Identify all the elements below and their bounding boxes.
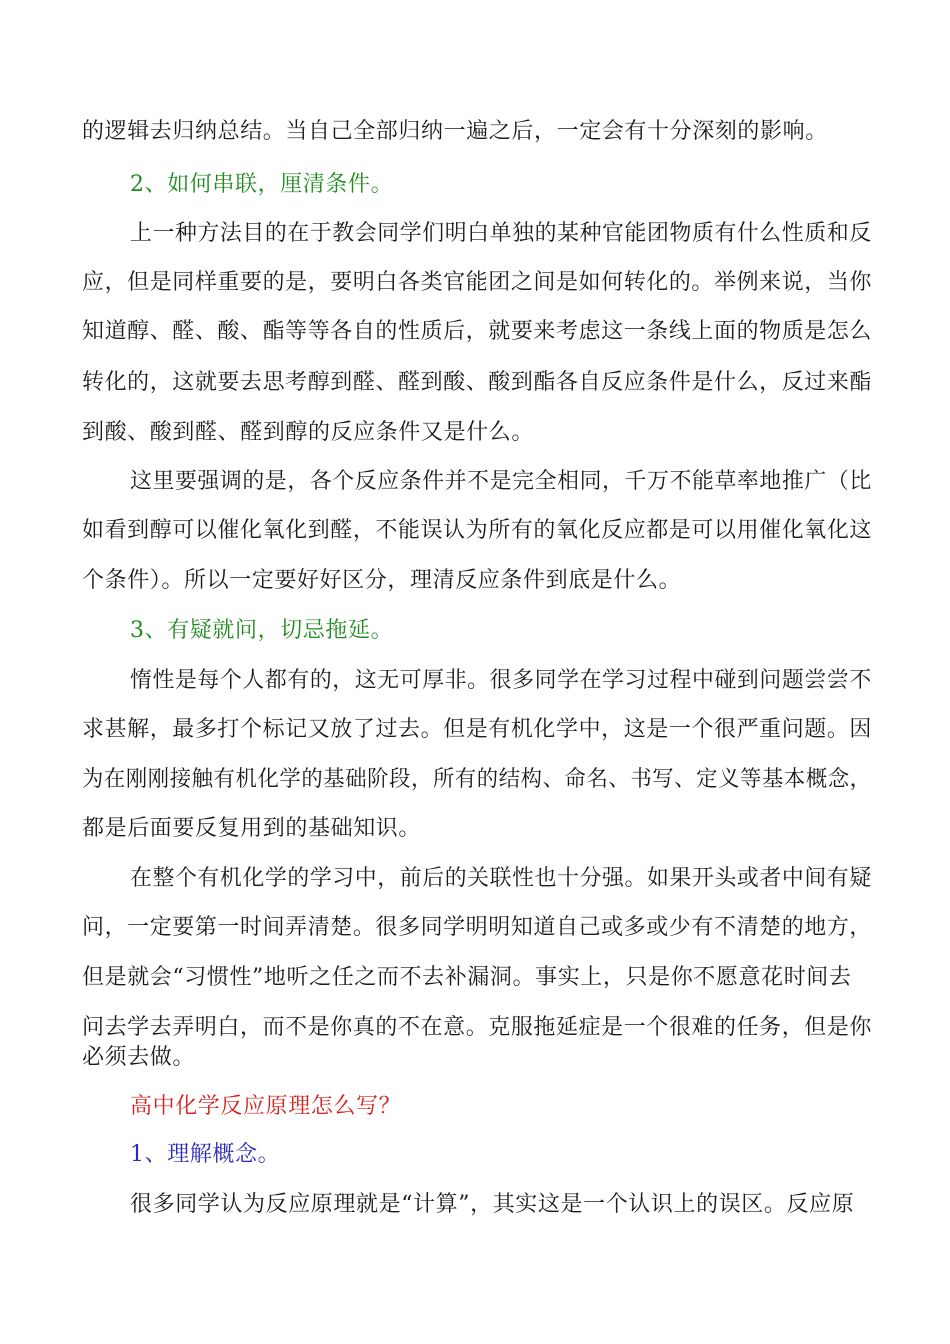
article-heading: 高中化学反应原理怎么写？: [130, 1094, 402, 1119]
paragraph-line: 惰性是每个人都有的，这无可厚非。很多同学在学习过程中碰到问题尝尝不: [130, 668, 872, 693]
paragraph-line: 在整个有机化学的学习中，前后的关联性也十分强。如果开头或者中间有疑: [130, 866, 872, 891]
paragraph-line: 的逻辑去归纳总结。当自己全部归纳一遍之后，一定会有十分深刻的影响。: [82, 119, 828, 144]
paragraph-line: 个条件）。所以一定要好好区分，理清反应条件到底是什么。: [82, 568, 682, 593]
paragraph-line: 这里要强调的是，各个反应条件并不是完全相同，千万不能草率地推广（比: [130, 469, 872, 494]
paragraph-line: 应，但是同样重要的是，要明白各类官能团之间是如何转化的。举例来说，当你: [82, 270, 873, 295]
paragraph-line: 很多同学认为反应原理就是“计算”，其实这是一个认识上的误区。反应原: [130, 1192, 855, 1217]
paragraph-line: 问去学去弄明白，而不是你真的不在意。克服拖延症是一个很难的任务，但是你: [82, 1015, 873, 1040]
paragraph-line: 问，一定要第一时间弄清楚。很多同学明明知道自己或多或少有不清楚的地方，: [82, 915, 873, 940]
paragraph-line: 转化的，这就要去思考醇到醛、醛到酸、酸到酯各自反应条件是什么，反过来酯: [82, 370, 873, 395]
paragraph-line: 但是就会“习惯性”地听之任之而不去补漏洞。事实上，只是你不愿意花时间去: [82, 965, 852, 990]
paragraph-line: 知道醇、醛、酸、酯等等各自的性质后，就要来考虑这一条线上面的物质是怎么: [82, 319, 873, 344]
paragraph-line: 都是后面要反复用到的基础知识。: [82, 816, 422, 841]
paragraph-line: 求甚解，最多打个标记又放了过去。但是有机化学中，这是一个很严重问题。因: [82, 717, 873, 742]
paragraph-line: 上一种方法目的在于教会同学们明白单独的某种官能团物质有什么性质和反: [130, 221, 872, 246]
section-heading: 3、有疑就问，切忌拖延。: [130, 618, 394, 643]
paragraph-line: 为在刚刚接触有机化学的基础阶段，所有的结构、命名、书写、定义等基本概念，: [82, 767, 872, 792]
section-heading: 2、如何串联，厘清条件。: [130, 172, 394, 197]
paragraph-line: 如看到醇可以催化氧化到醛，不能误认为所有的氧化反应都是可以用催化氧化这: [82, 518, 873, 543]
paragraph-line: 到酸、酸到醛、醛到醇的反应条件又是什么。: [82, 420, 535, 445]
section-heading: 1、理解概念。: [130, 1142, 281, 1167]
paragraph-line: 必须去做。: [82, 1045, 196, 1070]
